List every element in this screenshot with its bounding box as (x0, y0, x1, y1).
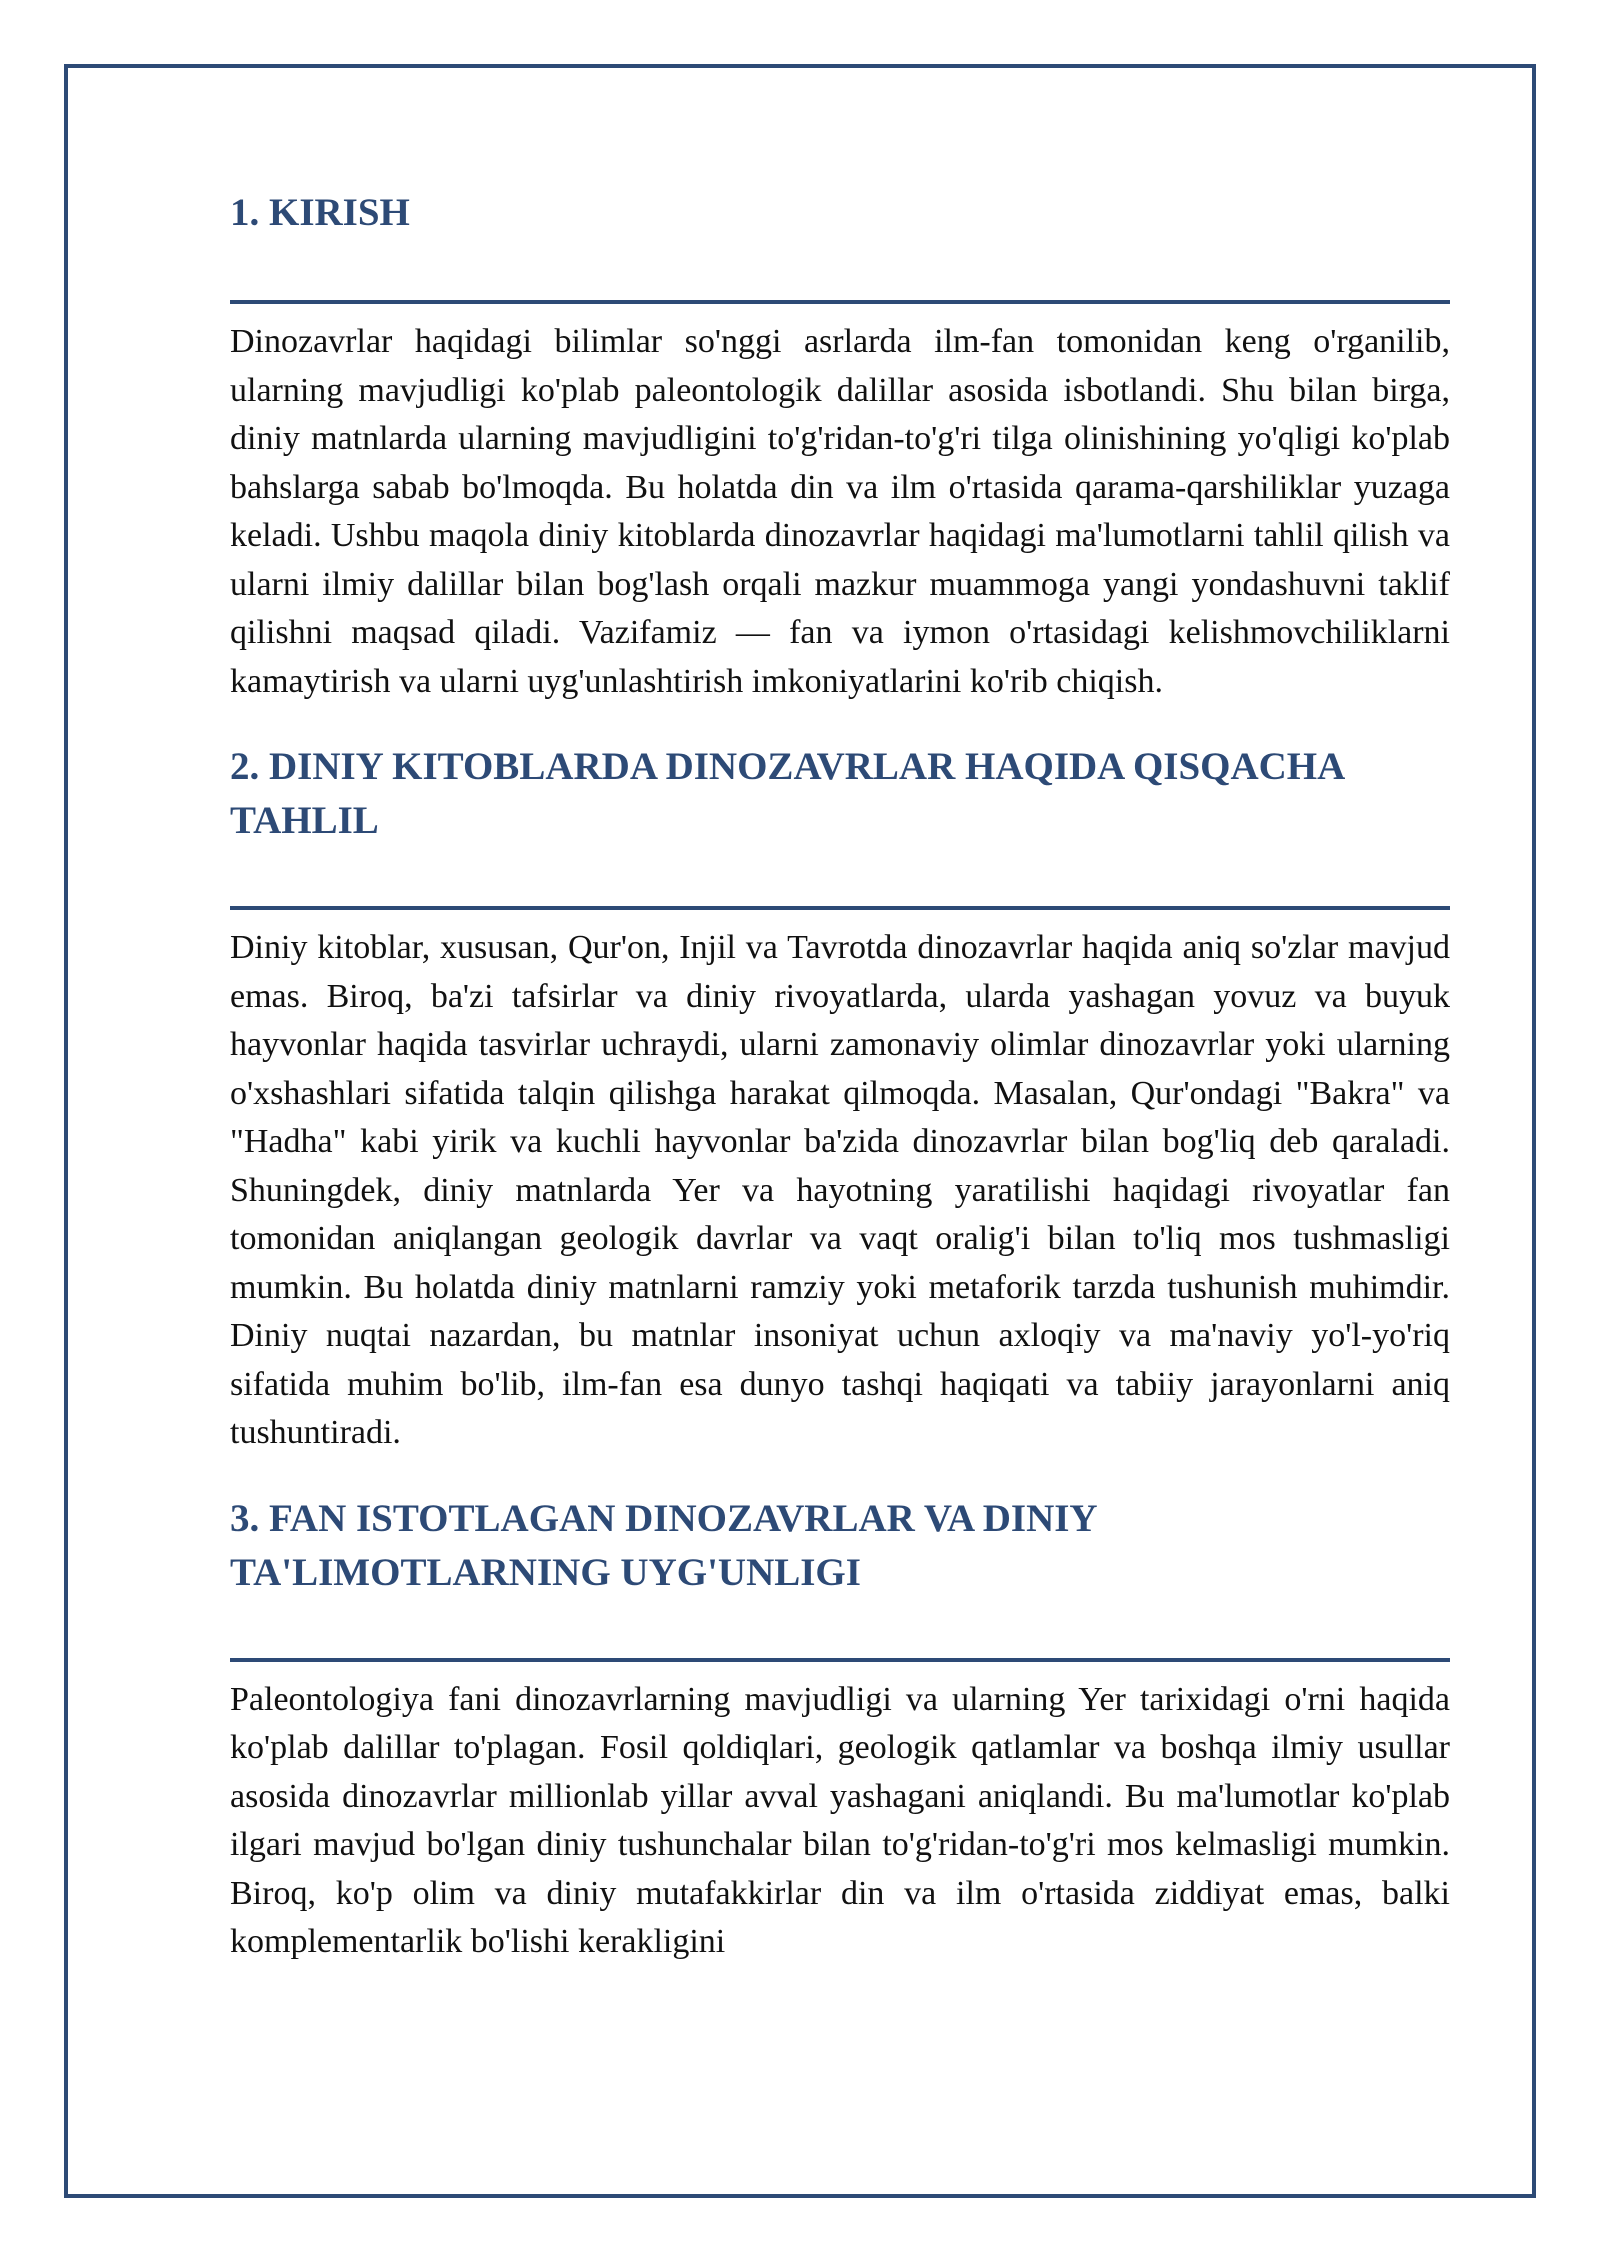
document-content (230, 186, 1450, 1967)
section-1-divider (230, 300, 1450, 304)
section-2-title: 2. DINIY KITOBLARDA DINOZAVRLAR HAQIDA QISQACHA TAHLIL (230, 745, 1344, 842)
section-2-paragraph: Diniy kitoblar, xususan, Qur'on, Injil va Tavrotda dinozavrlar haqida aniq so'zlar mavjud emas. Biroq, ba'zi tafsirlar va diniy rivoyatlarda, ularda yashagan yovuz va buyuk hayvonlar haqida tasvirlar uchraydi, ularni zamonaviy olimlar dinozavrlar yoki ularning o'xshashlari sifatida talqin qilishga harakat qilmoqda. Masalan, Qur'ondagi "Bakra" va "Hadha" kabi yirik va kuchli hayvonlar ba'zida dinozavrlar bilan bog'liq deb qaraladi. Shuningdek, diniy matnlarda Yer va hayotning yaratilishi haqidagi rivoyatlar fan tomonidan aniqlangan geologik davrlar va vaqt oralig'i bilan to'liq mos tushmasligi mumkin. Bu holatda diniy matnlarni ramziy yoki metaforik tarzda tushunish muhimdir. Diniy nuqtai nazardan, bu matnlar insoniyat uchun axloqiy va ma'naviy yo'l-yo'riq sifatida muhim bo'lib, ilm-fan esa dunyo tashqi haqiqati va tabiiy jarayonlarni aniq tushuntiradi. (230, 929, 1450, 1451)
section-3-title: 3. FAN ISTOTLAGAN DINOZAVRLAR VA DINIY TA'LIMOTLARNING UYG'UNLIGI (230, 1496, 1097, 1594)
section-3-paragraph: Paleontologiya fani dinozavrlarning mavjudligi va ularning Yer tarixidagi o'rni haqida ko'plab dalillar to'plagan. Fosil qoldiqlari, geologik qatlamlar va boshqa ilmiy usullar asosida dinozavrlar millionlab yillar avval yashagani aniqlandi. Bu ma'lumotlar ko'plab ilgari mavjud bo'lgan diniy tushunchalar bilan to'g'ridan-to'g'ri mos kelmasligi mumkin. Biroq, ko'p olim va diniy mutafakkirlar din va ilm o'rtasida ziddiyat emas, balki komplementarlik bo'lishi kerakligini (230, 1680, 1450, 1960)
section-2-divider (230, 906, 1450, 910)
section-1-paragraph: Dinozavrlar haqidagi bilimlar so'nggi asrlarda ilm-fan tomonidan keng o'rganilib, ularning mavjudligi ko'plab paleontologik dalillar asosida isbotlandi. Shu bilan birga, diniy matnlarda ularning mavjudligini to'g'ridan-to'g'ri tilga olinishining yo'qligi ko'plab bahslarga sabab bo'lmoqda. Bu holatda din va ilm o'rtasida qarama-qarshiliklar yuzaga keladi. Ushbu maqola diniy kitoblarda dinozavrlar haqidagi ma'lumotlarni tahlil qilish va ularni ilmiy dalillar bilan bog'lash orqali mazkur muammoga yangi yondashuvni taklif qilishni maqsad qiladi. Vazifamiz — fan va iymon o'rtasidagi kelishmovchiliklarni kamaytirish va ularni uyg'unlashtirish imkoniyatlarini ko'rib chiqish. (230, 323, 1450, 700)
section-1-title: 1. KIRISH (230, 191, 410, 234)
section-3-divider (230, 1658, 1450, 1662)
